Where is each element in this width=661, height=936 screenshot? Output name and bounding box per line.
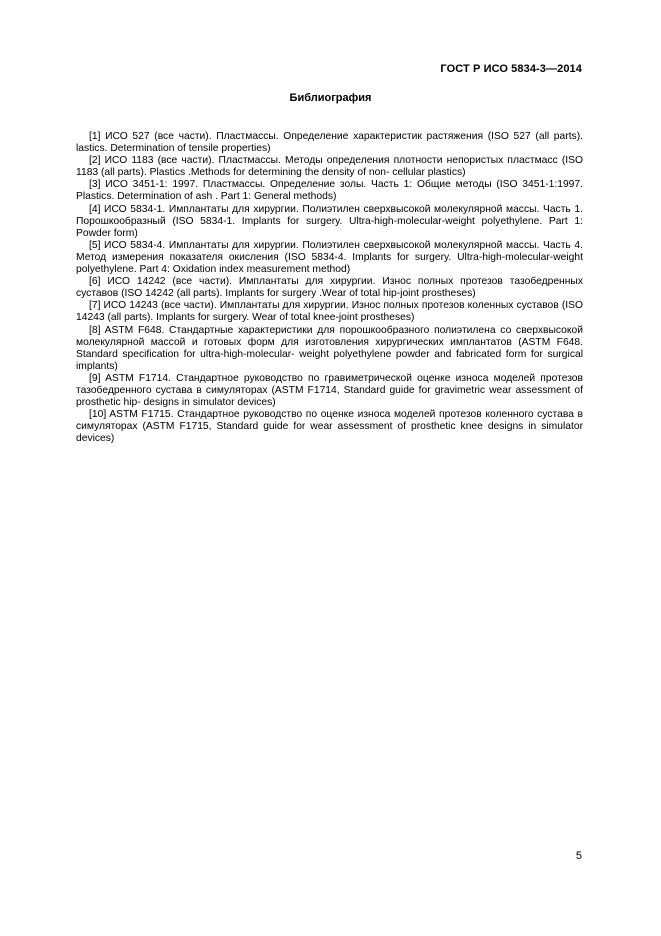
document-standard-id: ГОСТ Р ИСО 5834-3—2014	[440, 63, 582, 75]
bibliography-item: [1] ИСО 527 (все части). Пластмассы. Определение характеристик растяжения (ISO 527 (all parts). lastics. Determination of tensile properties)	[76, 131, 583, 155]
bibliography-item: [7] ИСО 14243 (все части). Имплантаты для хирургии. Износ полных протезов коленных суставов (ISO 14243 (all parts). Implants for surgery. Wear of total knee-joint prostheses)	[76, 300, 583, 324]
bibliography-item: [10] ASTM F1715. Стандартное руководство по оценке износа моделей протезов коленного сустава в симуляторах (ASTM F1715, Standard guide for wear assessment of prosthetic knee designs in simulator devices)	[76, 409, 583, 445]
bibliography-item: [4] ИСО 5834-1. Имплантаты для хирургии. Полиэтилен сверхвысокой молекулярной массы. Часть 1. Порошкообразный (ISO 5834-1. Implants for surgery. Ultra-high-molecular-weight polyethylene. Part 1: Powder form)	[76, 203, 583, 239]
bibliography-item: [5] ИСО 5834-4. Имплантаты для хирургии. Полиэтилен сверхвысокой молекулярной массы. Часть 4. Метод измерения показателя окисления (ISO 5834-4. Implants for surgery. Ultra-high-molecular-weight polyethylene. Part 4: Oxidation index measurement method)	[76, 239, 583, 276]
bibliography-item: [6] ИСО 14242 (все части). Имплантаты для хирургии. Износ полных протезов тазобедренных суставов (ISO 14242 (all parts). Implants for surgery .Wear of total hip-joint prostheses)	[76, 276, 583, 300]
bibliography-item: [9] ASTM F1714. Стандартное руководство по гравиметрической оценке износа моделей протезов тазобедренного сустава в симуляторах (ASTM F1714, Standard guide for gravimetric wear assessment of prosthetic hip- designs in simulator devices)	[76, 372, 583, 409]
bibliography-list	[76, 131, 583, 445]
bibliography-item: [8] ASTM F648. Стандартные характеристики для порошкообразного полиэтилена со сверхвысокой молекулярной массой и готовых форм для изготовления хирургических имплантатов (ASTM F648. Standard specification for ultra-high-molecular- weight polyethylene powder and fabricated form for surgical implants)	[76, 324, 583, 372]
page-number: 5	[575, 850, 582, 862]
bibliography-item: [3] ИСО 3451-1: 1997. Пластмассы. Определение золы. Часть 1: Общие методы (ISO 3451-1:1997. Plastics. Determination of ash . Part 1: General methods)	[76, 179, 583, 203]
page-title: Библиография	[289, 92, 372, 104]
bibliography-item: [2] ИСО 1183 (все части). Пластмассы. Методы определения плотности непористых пластмасс (ISO 1183 (all parts). Plastics .Methods for determining the density of non- cellular plastics)	[76, 155, 583, 179]
